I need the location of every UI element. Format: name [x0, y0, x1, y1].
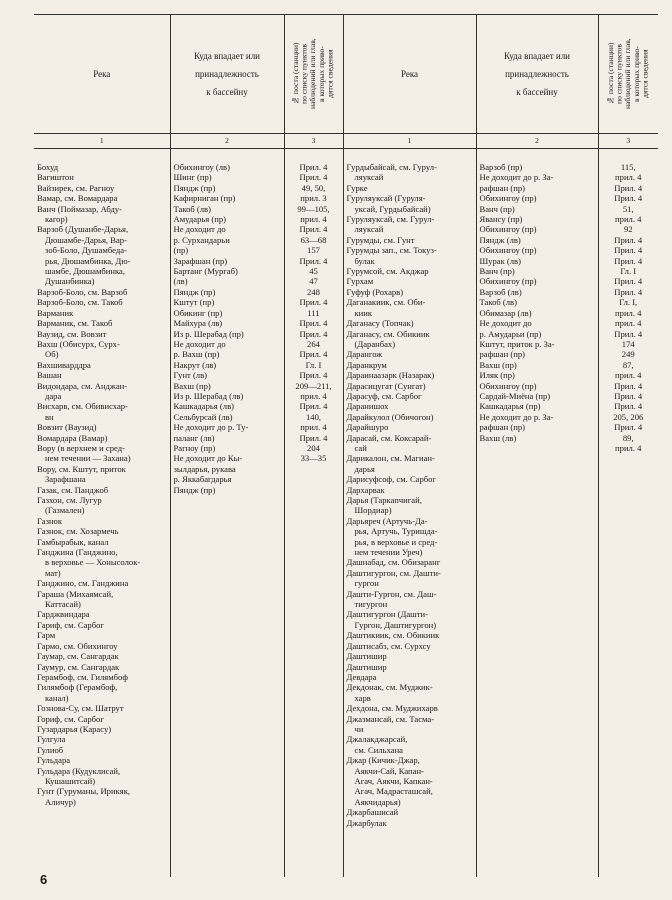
post-entry: 115, прил. 4: [615, 162, 642, 183]
river-entry: Дарайшуро: [346, 422, 389, 433]
post-entry: Прил. 4: [614, 380, 643, 391]
post-entry: 33—35: [300, 453, 327, 464]
header-river-left: Река: [34, 15, 170, 134]
river-entry: Даганакиик, см. Оби- киик: [346, 297, 426, 318]
river-entry: Гурумды, см. Гунт: [346, 234, 415, 245]
basin-entry: Обихингоу (пр): [479, 193, 537, 204]
river-entry: Даштисабз, см. Сурхсу: [346, 640, 431, 651]
river-entry: Дашти-Гургон, см. Даш- тигургон: [346, 588, 437, 610]
post-entry: 45: [309, 266, 318, 277]
basin-entry: Из р. Шерабад (пр): [173, 328, 244, 339]
basin-column-right: [476, 149, 598, 878]
post-entry: Прил. 4: [614, 422, 643, 433]
header-river-right: Река: [343, 15, 476, 134]
river-column-right: [343, 149, 476, 878]
header-post-left: № поста (станции) по списку пунктов наблюдений или глав, в которых приво- дятся сведения: [284, 15, 343, 134]
river-entry: Гурдыбайсай, см. Гурул- ляуксай: [346, 162, 437, 183]
river-entry: Вовзит (Ваузид): [37, 422, 97, 433]
post-entry: Прил. 4: [614, 193, 643, 204]
river-entry: Даштикиик, см. Обикиик: [346, 630, 440, 641]
post-column-right: [598, 149, 658, 878]
post-entry: Прил. 4: [614, 234, 643, 245]
river-entry: Гулиоб: [37, 744, 64, 755]
column-number-row: [34, 134, 658, 149]
post-entry: 87, прил. 4: [615, 359, 642, 381]
river-entry: Даганасу (Топчак): [346, 318, 414, 329]
river-entry: Гунт (Гуруманы, Ирикяк, Аличур): [37, 786, 131, 807]
basin-entry: Обимазар (лв): [479, 307, 532, 318]
river-entry: Гуруляуксай (Гуруля- уксай, Гурдыбайсай): [346, 193, 431, 214]
post-entry: Прил. 4: [299, 401, 328, 412]
basin-entry: Обихингоу (пр): [479, 380, 537, 391]
basin-entry: Шурак (лв): [479, 255, 521, 266]
column-number: 1: [34, 134, 170, 149]
river-entry: Дараинаазарк (Назарак): [346, 370, 435, 381]
basin-entry: Не доходит до р. Вахш (пр): [173, 338, 226, 360]
river-entry: Гульдара (Кудуклисай, Кушашитсай): [37, 765, 121, 786]
river-entry: Дарьяреч (Артучь-Да- рья, Артучь, Туришда- рья, в верховье и сред- нем течении Уреч): [346, 515, 438, 558]
river-entry: Гурумсой, см. Акджар: [346, 266, 429, 277]
river-entry: Вахш (Обисурх, Сурх- Об): [37, 338, 120, 360]
basin-entry: Сельбурсай (лв): [173, 411, 233, 422]
column-number: 1: [343, 134, 476, 149]
river-entry: Гульдара: [37, 755, 71, 766]
river-entry: Герамбоф, см. Гилямбоф: [37, 671, 128, 682]
basin-column-left: [170, 149, 284, 878]
river-entry: Даштишир: [346, 651, 387, 662]
basin-entry: Не доходит до Кы- зылдарья, рукава р. Яккабагдарья: [173, 453, 243, 485]
river-entry: Гуфуф (Рохарв): [346, 286, 404, 297]
river-entry: Даштигургон, см. Дашти- гургон: [346, 567, 441, 589]
river-entry: Джалакджарсай, см. Сильхана: [346, 734, 408, 755]
river-entry: Даранишох: [346, 401, 389, 412]
basin-entry: Кашкадарья (пр): [479, 401, 541, 412]
river-entry: Газнок: [37, 515, 63, 526]
river-entry: Даганасу, см. Обикиик (Даранбах): [346, 328, 430, 349]
river-entry: Варзоб-Боло, см. Такоб: [37, 297, 123, 308]
post-column-left: [284, 149, 343, 878]
river-entry: Гараша (Михаямсай, Каттасай): [37, 588, 114, 610]
post-entry: Прил. 4: [614, 255, 643, 266]
river-entry: Дарикалон, см. Магиан- дарья: [346, 453, 435, 474]
post-entry: Гл. I, прил. 4: [615, 297, 642, 318]
post-entry: Прил. 4: [299, 297, 328, 308]
basin-entry: Кашкадарья (лв): [173, 401, 234, 412]
river-entry: Вагиштон: [37, 172, 74, 183]
river-entry: Гариф, см. Сарбог: [37, 619, 104, 630]
basin-entry: Пяндж (пр): [173, 286, 216, 297]
basin-entry: Не доходит до р. Ту- паланг (лв): [173, 422, 249, 443]
post-entry: Прил. 4: [299, 172, 328, 183]
river-entry: Вахшиварддра: [37, 359, 91, 370]
basin-entry: Такоб (лв): [173, 203, 211, 214]
river-entry: Даранкрум: [346, 359, 387, 370]
river-entry: Дарангож: [346, 349, 383, 360]
river-entry: Газхон, см. Лугур (Газмален): [37, 495, 102, 516]
basin-entry: Обикинг (пр): [173, 307, 223, 318]
river-entry: Дархарвак: [346, 484, 385, 495]
basin-entry: Зарафшан (пр): [173, 255, 228, 266]
river-entry: Гармо, см. Обихингоу: [37, 640, 118, 651]
basin-entry: Обихингоу (пр): [479, 245, 537, 256]
river-entry: Дашнабад, см. Обизаранг: [346, 557, 441, 568]
post-entry: Прил. 4: [299, 370, 328, 381]
river-entry: Даштигургон (Дашти- Гургон, Даштигургон): [346, 609, 437, 630]
river-entry: Бохуд: [37, 162, 59, 172]
table-body-row: [34, 149, 658, 878]
river-entry: Гуруляуксай, см. Гурул- ляуксай: [346, 214, 435, 235]
basin-entry: Кштут (пр): [173, 297, 215, 308]
basin-entry: Не доходит до р. За- рафшан (пр): [479, 172, 554, 193]
index-page: [34, 14, 658, 874]
basin-entry: Не доходит до р. Амударьи (пр): [479, 318, 542, 339]
post-entry: Прил. 4: [614, 390, 643, 401]
basin-entry: Иляк (пр): [479, 370, 515, 381]
basin-entry: Пяндж (пр): [173, 182, 216, 193]
basin-entry: Вахш (пр): [173, 380, 211, 391]
post-entry: 51, прил. 4: [615, 203, 642, 225]
river-entry: Гузардарья (Карасу): [37, 723, 112, 734]
river-entry: Гилямбоф (Герамбоф, канал): [37, 682, 118, 703]
river-entry: Ганджина (Ганджино, в верховье — Хонысолок- мат): [37, 547, 141, 578]
river-entry: Джарбашисай: [346, 807, 399, 818]
post-entry: 140, прил. 4: [300, 411, 327, 433]
river-entry: Гурхам: [346, 276, 374, 287]
river-entry: Вору, см. Кштут, приток Зарафшана: [37, 463, 126, 485]
post-entry: 99—105, прил. 4: [297, 203, 330, 225]
river-entry: Гулгула: [37, 734, 66, 745]
basin-entry: Такоб (лв): [479, 297, 517, 308]
basin-entry: Кафирниган (пр): [173, 193, 236, 204]
post-entry: Прил. 4: [299, 318, 328, 329]
basin-entry: Варзоб (пр): [479, 162, 523, 172]
page-number: 6: [40, 872, 48, 887]
basin-entry: Рагноу (пр): [173, 442, 216, 453]
river-entry: Варзоб (Душанбе-Дарья, Дюшамбе-Дарья, Вар- зоб-Боло, Душамбеда- рья, Дюшамбинка, Дю- шамбе, Дюшамбинка, Душанбинка): [37, 224, 131, 287]
river-entry: Гамбырабык, канал: [37, 536, 109, 547]
river-entry: Гарджвиндара: [37, 609, 90, 620]
river-index-table: [34, 14, 658, 877]
basin-entry: Из р. Шерабад (лв): [173, 390, 244, 401]
river-entry: Варзоб-Боло, см. Варзоб: [37, 286, 128, 297]
river-entry: Висхарв, см. Обивисхар- вн: [37, 401, 128, 422]
post-entry: 63—68: [300, 234, 327, 245]
river-entry: Гаумур, см. Сангардак: [37, 661, 120, 672]
basin-entry: Пяндж (лв): [479, 234, 521, 245]
basin-entry: Явансу (пр): [479, 214, 523, 225]
basin-entry: Вахш (пр): [479, 359, 517, 370]
basin-entry: Накрут (лв): [173, 359, 217, 370]
river-entry: Вомардара (Вамар): [37, 432, 108, 443]
river-entry: Гознова-Су, см. Шатрут: [37, 703, 124, 714]
post-entry: Гл. I: [305, 359, 322, 370]
post-entry: прил. 4: [615, 318, 642, 329]
basin-entry: Ванч (пр): [479, 203, 515, 214]
basin-entry: Бартанг (Мургаб) (лв): [173, 266, 238, 287]
river-entry: Вайзирек, см. Рагноу: [37, 182, 115, 193]
post-entry: 248: [307, 286, 320, 297]
basin-entry: Обихингоу (пр): [479, 276, 537, 287]
river-entry: Дарья (Таркапчигай, Шордиар): [346, 495, 422, 516]
post-entry: 249: [621, 349, 635, 360]
post-entry: Прил. 4: [299, 432, 328, 443]
header-basin-right: Куда впадает или принадлежность к бассейну: [476, 15, 598, 134]
river-entry: Вору (в верхнем и сред- нем течении — Захана): [37, 442, 131, 464]
river-entry: Гаумар, см. Сангардак: [37, 651, 119, 662]
post-entry: 264: [307, 338, 320, 349]
basin-entry: Гунт (лв): [173, 370, 208, 381]
post-entry: Прил. 4: [299, 328, 328, 339]
basin-entry: Варзоб (лв): [479, 286, 522, 297]
basin-entry: Майхура (лв): [173, 318, 223, 329]
header-post-right: № поста (станции) по списку пунктов наблюдений или глав, в которых приво- дятся сведения: [598, 15, 658, 134]
column-number: 2: [170, 134, 284, 149]
basin-entry: Не доходит до р. За- рафшан (пр): [479, 411, 554, 433]
post-entry: 111: [307, 307, 320, 318]
river-entry: Гурке: [346, 182, 368, 193]
river-entry: Даштишир: [346, 661, 387, 672]
river-entry: Дарасай, см. Коксарай- сай: [346, 432, 432, 453]
river-entry: Дарасицугат (Сунгат): [346, 380, 426, 391]
post-entry: Прил. 4: [614, 276, 643, 287]
basin-entry: Вахш (лв): [479, 432, 517, 443]
header-row: [34, 15, 658, 134]
basin-entry: Кштут, приток р. За- рафшан (пр): [479, 338, 555, 360]
river-entry: Ганджино, см. Ганджина: [37, 578, 129, 589]
post-entry: Прил. 4: [614, 401, 643, 412]
post-entry: Прил. 4: [299, 162, 328, 172]
river-entry: Джар (Кичик-Джар, Аякчи-Сай, Капан- Агач, Аякчи, Капкан- Агач, Мадрасташсай, Аякчидарья): [346, 755, 433, 807]
post-entry: Прил. 4: [614, 182, 643, 193]
river-entry: Ванч (Поймазар, Абду- кагор): [37, 203, 123, 225]
river-entry: Девдара: [346, 671, 377, 682]
basin-entry: Шинг (пр): [173, 172, 212, 183]
river-entry: Варманик: [37, 307, 74, 318]
post-entry: Прил. 4: [614, 245, 643, 256]
river-entry: Гурумды зап., см. Токуз- булак: [346, 245, 437, 266]
river-entry: Видондара, см. Анджан- дара: [37, 380, 128, 401]
post-entry: 174: [621, 338, 635, 349]
river-entry: Гориф, см. Сарбог: [37, 713, 104, 724]
river-entry: Газак, см. Панджоб: [37, 484, 109, 495]
river-entry: Гарм: [37, 630, 56, 641]
column-number: 3: [598, 134, 658, 149]
post-entry: 209—211, прил. 4: [295, 380, 332, 401]
river-entry: Дехдона, см. Муджихарв: [346, 703, 438, 714]
basin-entry: Обихингоу (лв): [173, 162, 230, 172]
basin-entry: Обихингоу (пр): [479, 224, 537, 235]
column-number: 3: [284, 134, 343, 149]
post-entry: Прил. 4: [299, 349, 328, 360]
post-entry: Прил. 4: [299, 224, 328, 235]
river-entry: Джазмансай, см. Тасма- чи: [346, 713, 435, 734]
river-entry: Джарбулак: [346, 817, 387, 828]
post-entry: Гл. I: [620, 266, 637, 277]
river-entry: Газнок, см. Хозармечь: [37, 526, 119, 537]
post-entry: 205, 206: [613, 411, 644, 422]
river-entry: Вашан: [37, 370, 62, 381]
basin-entry: Пяндж (пр): [173, 484, 216, 495]
river-entry: Ваузид, см. Вовзит: [37, 328, 107, 339]
basin-entry: Ванч (пр): [479, 266, 515, 277]
post-entry: 92: [623, 224, 633, 235]
post-entry: Прил. 4: [614, 286, 643, 297]
post-entry: 157: [307, 245, 320, 256]
river-entry: Варманик, см. Такоб: [37, 318, 113, 329]
river-entry: Дарасуф, см. Сарбог: [346, 390, 422, 401]
column-number: 2: [476, 134, 598, 149]
post-entry: 89, прил. 4: [615, 432, 642, 453]
header-basin-left: Куда впадает или принадлежность к бассейну: [170, 15, 284, 134]
post-entry: 49, 50, прил. 3: [300, 182, 327, 204]
post-entry: 204: [307, 442, 320, 453]
basin-entry: Не доходит до р. Сурхандарьи (пр): [173, 224, 230, 256]
post-entry: Прил. 4: [299, 255, 328, 266]
post-entry: 47: [309, 276, 318, 287]
river-entry: Дарисуфсоф, см. Сарбог: [346, 474, 436, 485]
river-entry: Дарайкулол (Обичогон): [346, 411, 434, 422]
river-column-left: [34, 149, 170, 878]
basin-entry: Амударья (пр): [173, 214, 227, 225]
post-entry: Прил. 4: [614, 328, 643, 339]
river-entry: Вамар, см. Вомардара: [37, 193, 118, 204]
river-entry: Декдонак, см. Муджик- харв: [346, 682, 433, 703]
basin-entry: Сардай-Миёна (пр): [479, 390, 551, 401]
